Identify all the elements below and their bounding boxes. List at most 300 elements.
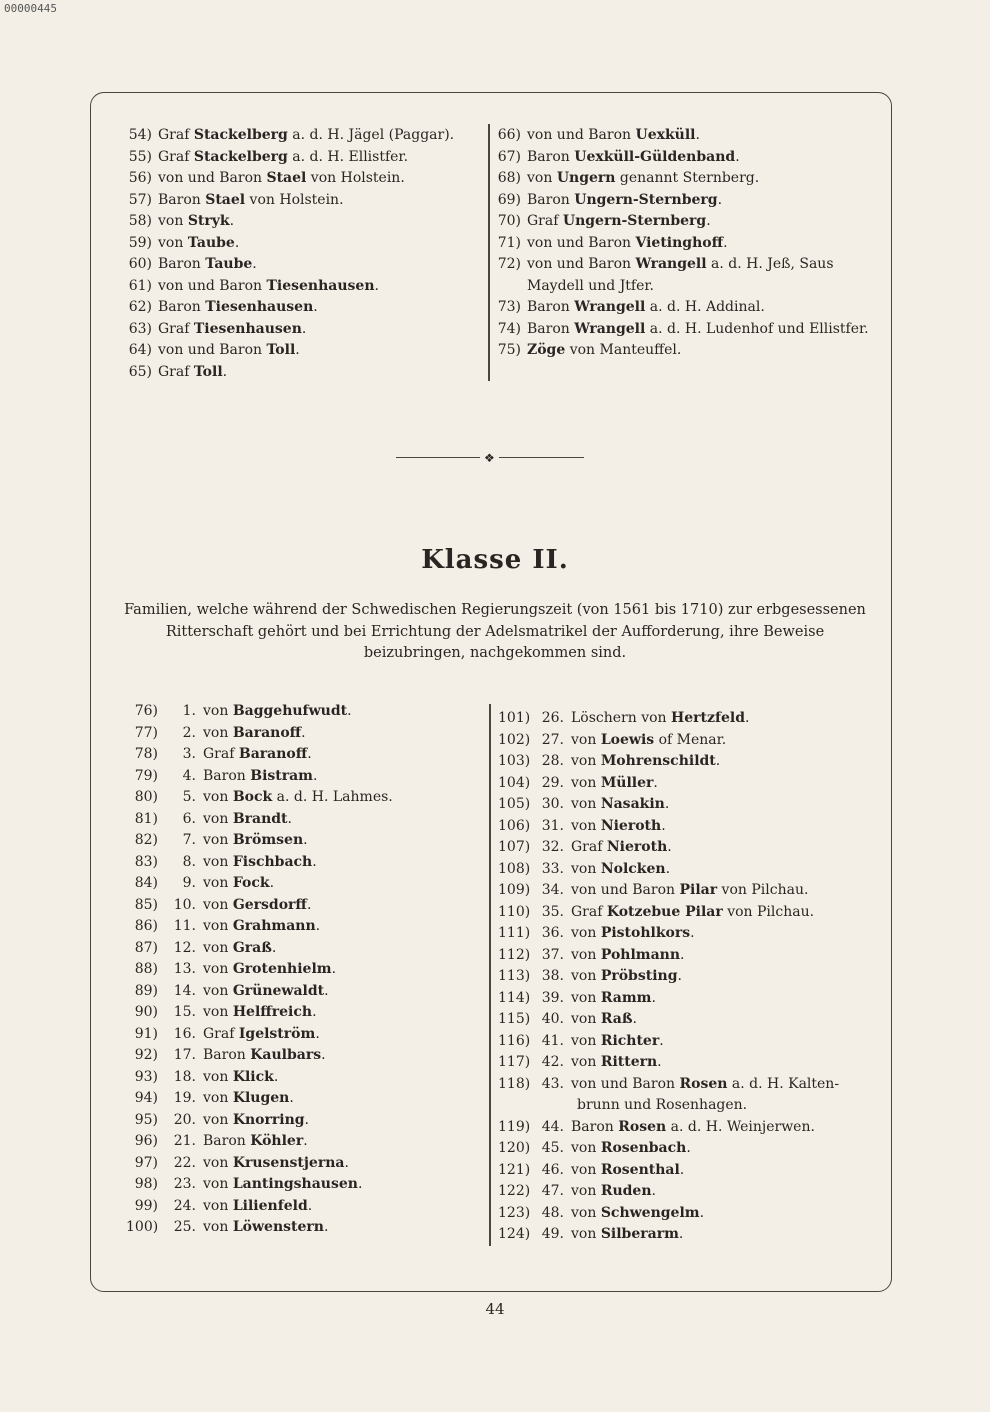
entry-family-name: Knorring: [232, 1111, 305, 1128]
entry-suffix: .: [304, 1111, 309, 1128]
entry-class-number: 30.: [541, 796, 564, 812]
entry-suffix: .: [303, 832, 308, 848]
entry-text: [203, 1024, 320, 1046]
entry-title: von und Baron: [571, 882, 680, 898]
bottom-column-divider: [489, 704, 491, 1246]
entry-title: Graf: [203, 746, 239, 762]
entry-family-name: Rittern: [600, 1054, 658, 1070]
entry-number: 57): [128, 191, 152, 208]
entry-family-name: Helffreich: [232, 1004, 313, 1020]
entry-text: [203, 1088, 294, 1110]
entry-text: [571, 923, 695, 945]
list-item: [126, 830, 393, 852]
entry-text: [203, 916, 320, 938]
list-item: [497, 190, 869, 212]
list-item: [498, 966, 839, 988]
entry-title: Baron: [527, 299, 575, 315]
scan-id: 00000445: [4, 2, 57, 15]
entry-family-name: Brömsen: [232, 832, 304, 848]
entry-suffix: .: [313, 767, 318, 784]
entry-number: 63): [128, 320, 152, 337]
entry-text: [571, 859, 670, 881]
entry-text: [203, 1153, 349, 1175]
entry-text: [571, 708, 749, 730]
entry-suffix: .: [273, 1068, 279, 1085]
list-item: [126, 744, 393, 766]
entry-number: 77): [134, 724, 158, 741]
entry-number: 75): [497, 342, 521, 358]
entry-class-number: 46.: [541, 1161, 564, 1178]
list-item: [126, 1045, 393, 1067]
list-item: [126, 362, 454, 384]
entry-number: 110): [498, 903, 531, 920]
entry-family-name: Kaulbars: [250, 1047, 322, 1063]
entry-family-name: Wrangell: [574, 299, 646, 315]
entry-family-name: Krusenstjerna: [232, 1154, 345, 1171]
entry-family-name: Igelström: [238, 1025, 316, 1042]
entry-family-name: Richter: [600, 1032, 660, 1049]
entry-class-number: 37.: [541, 946, 564, 963]
entry-number: 113): [498, 968, 531, 984]
entry-family-name: Rosenbach: [600, 1140, 687, 1156]
entry-text: [158, 276, 379, 298]
entry-class-number: 32.: [541, 839, 564, 855]
list-item: [497, 125, 869, 147]
entry-family-name: Vietinghoff: [635, 234, 724, 251]
entry-family-name: Ramm: [600, 989, 652, 1006]
entry-suffix: .: [306, 896, 312, 913]
entry-class-number: 6.: [182, 810, 196, 827]
entry-title: Graf: [571, 839, 607, 855]
entry-title: von und Baron: [158, 342, 267, 358]
list-item: [498, 751, 839, 773]
entry-family-name: Rosen: [618, 1118, 667, 1135]
entry-text: [571, 966, 682, 988]
bottom-right-list: [498, 708, 839, 1246]
entry-suffix: a. d. H. Addinal.: [645, 299, 765, 315]
entry-number: 72): [497, 256, 521, 272]
entry-suffix: .: [295, 342, 300, 358]
entry-family-name: Pohlmann: [600, 946, 681, 963]
list-item: [497, 233, 869, 255]
entry-title: von: [571, 774, 601, 791]
entry-family-name: Löwenstern: [232, 1219, 324, 1235]
entry-class-number: 35.: [541, 903, 564, 920]
entry-text: [571, 837, 672, 859]
entry-family-name: Lilienfeld: [232, 1197, 308, 1214]
entry-class-number: 47.: [541, 1183, 564, 1199]
entry-text: [571, 1052, 662, 1074]
entry-family-name: Taube: [187, 234, 235, 251]
entry-class-number: 43.: [541, 1075, 564, 1092]
entry-title: von: [571, 753, 601, 769]
entry-suffix: .: [680, 946, 685, 963]
entry-suffix: .: [347, 703, 352, 719]
entry-title: von: [203, 1176, 233, 1192]
entry-class-number: 3.: [182, 746, 196, 762]
entry-class-number: 36.: [541, 925, 564, 941]
entry-continuation: brunn und Rosenhagen.: [577, 1097, 748, 1113]
entry-family-name: Rosen: [679, 1075, 728, 1092]
list-item: [126, 190, 454, 212]
entry-text: [158, 190, 344, 212]
list-item: [126, 787, 393, 809]
list-item: [498, 837, 839, 859]
entry-text: [203, 1131, 308, 1153]
entry-class-number: 16.: [173, 1025, 196, 1042]
entry-number: 65): [128, 363, 152, 380]
entry-suffix: .: [659, 1032, 664, 1049]
entry-text: [571, 1074, 839, 1096]
entry-number: 76): [134, 703, 158, 719]
entry-number: 100): [126, 1219, 159, 1235]
entry-text: [158, 340, 300, 362]
entry-number: 87): [134, 939, 158, 956]
entry-title: von: [571, 817, 601, 834]
entry-class-number: 25.: [173, 1219, 196, 1235]
entry-number: 91): [134, 1025, 158, 1042]
list-item: [126, 1196, 393, 1218]
list-item: [126, 1153, 393, 1175]
entry-family-name: Nasakin: [600, 796, 665, 812]
entry-number: 120): [498, 1140, 531, 1156]
entry-suffix: .: [715, 753, 721, 769]
list-item: [126, 981, 393, 1003]
entry-class-number: 14.: [173, 982, 196, 999]
entry-class-number: 27.: [541, 731, 564, 748]
entry-number: 124): [498, 1226, 531, 1242]
entry-text: [203, 959, 336, 981]
entry-title: Baron: [203, 1047, 251, 1063]
list-item: [498, 1031, 839, 1053]
entry-suffix: .: [321, 1047, 326, 1063]
list-item: [497, 147, 869, 169]
entry-title: Baron: [527, 148, 575, 165]
top-left-list: [126, 125, 454, 383]
entry-suffix: von Manteuffel.: [565, 342, 682, 358]
entry-suffix: .: [653, 774, 658, 791]
entry-suffix: .: [745, 710, 750, 726]
entry-title: von: [571, 925, 601, 941]
entry-number: 93): [134, 1068, 158, 1085]
entry-suffix: .: [690, 925, 695, 941]
entry-title: von: [571, 731, 601, 748]
entry-number: 56): [128, 170, 152, 186]
entry-text: [158, 147, 408, 169]
entry-family-name: Toll: [193, 363, 223, 380]
entry-title: von: [571, 946, 601, 963]
entry-title: von: [203, 1090, 233, 1106]
entry-title: Graf: [571, 903, 607, 920]
page-number: 44: [485, 1300, 505, 1318]
entry-family-name: Gersdorff: [232, 896, 307, 913]
list-item: [126, 938, 393, 960]
entry-suffix: .: [667, 839, 672, 855]
entry-number: 115): [498, 1011, 531, 1027]
entry-text: [527, 125, 700, 147]
entry-text: [527, 340, 681, 362]
entry-number: 66): [497, 127, 521, 143]
entry-text: [571, 730, 726, 752]
list-item: [498, 1160, 839, 1182]
entry-number: 73): [497, 299, 521, 315]
entry-number: 61): [128, 277, 152, 294]
entry-family-name: Schwengelm: [600, 1204, 700, 1221]
entry-family-name: Taube: [205, 256, 253, 272]
entry-family-name: Fischbach: [232, 853, 313, 870]
entry-suffix: a. d. H. Weinjerwen.: [666, 1118, 815, 1135]
entry-family-name: Stael: [205, 191, 246, 208]
entry-suffix: .: [222, 363, 228, 380]
entry-number: 122): [498, 1183, 531, 1199]
list-item: [126, 147, 454, 169]
entry-title: von: [571, 1204, 601, 1221]
entry-text: [203, 744, 312, 766]
list-item: [498, 1181, 839, 1203]
list-item: [126, 723, 393, 745]
entry-class-number: 2.: [182, 724, 196, 741]
entry-number: 79): [134, 767, 158, 784]
entry-family-name: Wrangell: [574, 320, 646, 337]
entry-family-name: Baranoff: [238, 746, 308, 762]
entry-family-name: Stackelberg: [193, 127, 288, 143]
entry-suffix: von Pilchau.: [717, 882, 809, 898]
entry-title: von: [571, 989, 601, 1006]
list-item: [126, 959, 393, 981]
entry-text: [571, 1031, 664, 1053]
entry-family-name: Nolcken: [600, 860, 666, 877]
list-item: [126, 1217, 393, 1239]
entry-title: Graf: [527, 213, 563, 229]
entry-family-name: Rosenthal: [600, 1161, 680, 1178]
entry-text: [203, 723, 306, 745]
list-item: [497, 254, 869, 276]
entry-title: von: [571, 1183, 601, 1199]
entry-class-number: 48.: [541, 1204, 564, 1221]
entry-number: 69): [497, 191, 521, 208]
list-item: [126, 766, 393, 788]
entry-number: 112): [498, 946, 531, 963]
entry-text: [203, 1217, 328, 1239]
list-item: [497, 319, 869, 341]
list-item: [498, 1117, 839, 1139]
entry-family-name: Brandt: [232, 810, 288, 827]
entry-suffix: .: [301, 724, 306, 741]
entry-class-number: 39.: [541, 989, 564, 1006]
entry-suffix: .: [301, 320, 307, 337]
entry-class-number: 49.: [541, 1226, 564, 1242]
entry-suffix: .: [677, 968, 682, 984]
entry-text: [203, 873, 274, 895]
entry-suffix: von Holstein.: [306, 170, 405, 186]
entry-title: von: [571, 1140, 601, 1156]
entry-text: [527, 233, 728, 255]
entry-number: 96): [134, 1133, 158, 1149]
entry-title: von: [203, 1154, 233, 1171]
entry-family-name: Graß: [232, 939, 272, 956]
list-item: [498, 816, 839, 838]
entry-continuation: Maydell und Jtfer.: [527, 277, 654, 294]
entry-text: [571, 1181, 656, 1203]
entry-text: [203, 1067, 278, 1089]
list-item: [498, 859, 839, 881]
entry-title: von: [571, 1032, 601, 1049]
entry-number: 89): [134, 982, 158, 999]
entry-suffix: .: [331, 961, 337, 977]
entry-number: 109): [498, 882, 531, 898]
entry-title: von: [203, 918, 233, 934]
entry-number: 80): [134, 789, 158, 805]
entry-title: von und Baron: [158, 170, 267, 186]
list-item: [498, 1138, 839, 1160]
entry-suffix: von Holstein.: [245, 191, 344, 208]
list-item: [498, 794, 839, 816]
entry-class-number: 13.: [173, 961, 196, 977]
list-item: [498, 1052, 839, 1074]
entry-class-number: 24.: [173, 1197, 196, 1214]
entry-text: [571, 880, 808, 902]
entry-text: [571, 773, 658, 795]
list-item: [498, 773, 839, 795]
entry-suffix: .: [307, 1197, 313, 1214]
entry-suffix: of Menar.: [654, 731, 727, 748]
list-item: [498, 1224, 839, 1246]
entry-number: 86): [134, 918, 158, 934]
entry-text: [527, 168, 759, 190]
entry-title: von: [203, 1219, 233, 1235]
entry-class-number: 7.: [182, 832, 196, 848]
entry-family-name: Lantingshausen: [232, 1176, 358, 1192]
entry-class-number: 18.: [173, 1068, 196, 1085]
entry-family-name: Pröbsting: [600, 968, 678, 984]
list-item: [498, 1074, 839, 1096]
entry-title: von: [203, 982, 233, 999]
entry-suffix: .: [315, 1025, 320, 1042]
entry-title: von: [571, 1054, 601, 1070]
entry-suffix: .: [252, 256, 257, 272]
entry-class-number: 44.: [541, 1118, 564, 1135]
entry-suffix: .: [313, 299, 318, 315]
entry-text: [571, 816, 666, 838]
entry-family-name: Tiesenhausen: [193, 320, 302, 337]
entry-suffix: a. d. H. Jeß, Saus: [706, 256, 834, 272]
entry-suffix: .: [632, 1011, 637, 1027]
entry-text: [571, 1160, 684, 1182]
entry-number: 70): [497, 213, 521, 229]
entry-suffix: .: [679, 1161, 685, 1178]
list-item: [497, 340, 869, 362]
entry-title: von: [527, 170, 557, 186]
entry-suffix: .: [287, 810, 292, 827]
entry-text: [158, 125, 454, 147]
list-item: [126, 895, 393, 917]
entry-class-number: 9.: [182, 875, 196, 891]
entry-suffix: .: [229, 213, 235, 229]
entry-number: 62): [128, 299, 152, 315]
entry-title: von: [203, 810, 233, 827]
entry-family-name: Nieroth: [600, 817, 662, 834]
entry-title: von: [203, 1111, 233, 1128]
entry-text: [158, 254, 257, 276]
list-item: [498, 923, 839, 945]
entry-number: 71): [497, 234, 521, 251]
entry-number: 67): [497, 148, 521, 165]
entry-text: [158, 297, 318, 319]
divider-ornament-icon: ❖: [480, 451, 499, 465]
entry-family-name: Stael: [266, 170, 307, 186]
entry-title: Baron: [158, 299, 206, 315]
entry-class-number: 17.: [173, 1047, 196, 1063]
entry-title: Baron: [527, 320, 575, 337]
entry-class-number: 42.: [541, 1054, 564, 1070]
entry-number: 114): [498, 989, 531, 1006]
entry-suffix: .: [303, 1133, 308, 1149]
entry-text: [203, 766, 317, 788]
entry-class-number: 10.: [173, 896, 196, 913]
entry-title: Baron: [203, 767, 251, 784]
entry-number: 81): [134, 810, 158, 827]
entry-family-name: Baggehufwudt: [232, 703, 348, 719]
entry-text: [158, 319, 306, 341]
entry-family-name: Uexküll-Güldenband: [574, 148, 736, 165]
entry-family-name: Bock: [232, 789, 273, 805]
list-item: [126, 168, 454, 190]
entry-suffix: .: [651, 989, 656, 1006]
entry-family-name: Müller: [600, 774, 654, 791]
list-item: [498, 730, 839, 752]
entry-text: [527, 211, 711, 233]
entry-family-name: Fock: [232, 875, 270, 891]
entry-number: 121): [498, 1161, 531, 1178]
entry-title: von: [571, 1226, 601, 1242]
entry-number: 54): [128, 127, 152, 143]
entry-title: von: [203, 703, 233, 719]
entry-text: [203, 830, 308, 852]
entry-title: von: [203, 832, 233, 848]
entry-number: 60): [128, 256, 152, 272]
entry-text: [203, 852, 317, 874]
entry-title: Baron: [158, 191, 206, 208]
entry-title: Graf: [158, 320, 194, 337]
entry-number: 92): [134, 1047, 158, 1063]
entry-suffix: a. d. H. Lahmes.: [272, 789, 393, 805]
entry-class-number: 5.: [182, 789, 196, 805]
entry-number: 64): [128, 342, 152, 358]
entry-number: 118): [498, 1075, 531, 1092]
entry-text: [203, 701, 352, 723]
entry-number: 90): [134, 1004, 158, 1020]
entry-family-name: Zöge: [527, 342, 566, 358]
entry-title: Baron: [527, 191, 575, 208]
entry-suffix: a. d. H. Ludenhof und Ellistfer.: [645, 320, 869, 337]
entry-suffix: .: [706, 213, 711, 229]
entry-title: von: [158, 213, 188, 229]
entry-suffix: a. d. H. Jägel (Paggar).: [287, 127, 455, 143]
entry-number: 101): [498, 710, 531, 726]
entry-suffix: .: [344, 1154, 349, 1171]
entry-number: 104): [498, 774, 531, 791]
entry-family-name: Ungern: [556, 170, 616, 186]
entry-suffix: .: [323, 1219, 329, 1235]
entry-text: [527, 319, 869, 341]
entry-text: [571, 1009, 637, 1031]
entry-number: 84): [134, 875, 158, 891]
entry-family-name: Silberarm: [600, 1226, 679, 1242]
entry-number: 107): [498, 839, 531, 855]
entry-class-number: 41.: [541, 1032, 564, 1049]
entry-family-name: Uexküll: [635, 127, 696, 143]
entry-number: 111): [498, 925, 531, 941]
